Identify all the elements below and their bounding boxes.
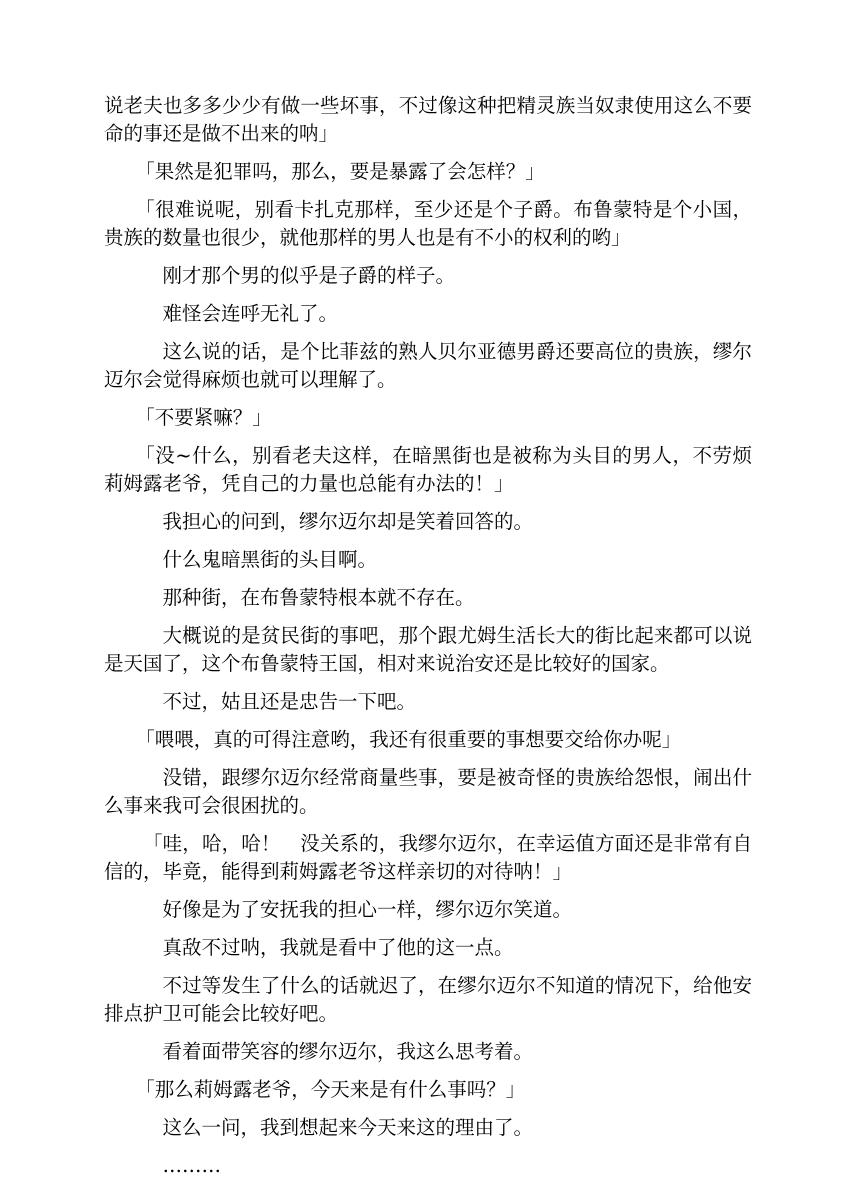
paragraph-5: 难怪会连呼无礼了。 [162, 302, 339, 325]
paragraph-16: 「哇，哈，哈！ 没关系的，我缪尔迈尔，在幸运值方面还是非常有自信的，毕竟，能得到莉姆露老爷这样亲切的对待呐！」 [104, 832, 752, 883]
paragraph-17: 好像是为了安抚我的担心一样，缪尔迈尔笑道。 [162, 898, 573, 921]
paragraph-18: 真敌不过呐，我就是看中了他的这一点。 [162, 936, 514, 959]
paragraph-20: 看着面带笑容的缪尔迈尔，我这么思考着。 [162, 1040, 534, 1063]
paragraph-13: 不过，姑且还是忠告一下吧。 [162, 690, 417, 713]
paragraph-21: 「那么莉姆露老爷，今天来是有什么事吗？」 [135, 1078, 526, 1101]
paragraph-10: 什么鬼暗黑街的头目啊。 [162, 548, 378, 571]
paragraph-4: 刚才那个男的似乎是子爵的样子。 [162, 264, 456, 287]
paragraph-19: 不过等发生了什么的话就迟了，在缪尔迈尔不知道的情况下，给他安排点护卫可能会比较好吧。 [104, 974, 752, 1025]
paragraph-1: 说老夫也多多少少有做一些坏事，不过像这种把精灵族当奴隶使用这么不要命的事还是做不出来的呐」 [104, 94, 752, 145]
paragraph-7: 「不要紧嘛？」 [135, 406, 272, 429]
paragraph-14: 「喂喂，真的可得注意哟，我还有很重要的事想要交给你办呢」 [135, 728, 682, 751]
paragraph-12: 大概说的是贫民街的事吧，那个跟尤姆生活长大的街比起来都可以说是天国了，这个布鲁蒙特王国，相对来说治安还是比较好的国家。 [104, 624, 752, 675]
paragraph-23: ……… [162, 1154, 221, 1177]
paragraph-6: 这么说的话，是个比菲兹的熟人贝尔亚德男爵还要高位的贵族，缪尔迈尔会觉得麻烦也就可以理解了。 [104, 340, 752, 391]
paragraph-8: 「没~什么，别看老夫这样，在暗黑街也是被称为头目的男人，不劳烦莉姆露老爷，凭自己的力量也总能有办法的！」 [104, 444, 752, 495]
document-page [104, 92, 752, 1190]
paragraph-9: 我担心的问到，缪尔迈尔却是笑着回答的。 [162, 510, 534, 533]
paragraph-3: 「很难说呢，别看卡扎克那样，至少还是个子爵。布鲁蒙特是个小国，贵族的数量也很少，就他那样的男人也是有不小的权利的哟」 [104, 198, 752, 249]
paragraph-2: 「果然是犯罪吗，那么，要是暴露了会怎样？」 [135, 160, 545, 183]
paragraph-22: 这么一问，我到想起来今天来这的理由了。 [162, 1116, 534, 1139]
paragraph-15: 没错，跟缪尔迈尔经常商量些事，要是被奇怪的贵族给怨恨，闹出什么事来我可会很困扰的。 [104, 766, 752, 817]
paragraph-11: 那种街，在布鲁蒙特根本就不存在。 [162, 586, 475, 609]
